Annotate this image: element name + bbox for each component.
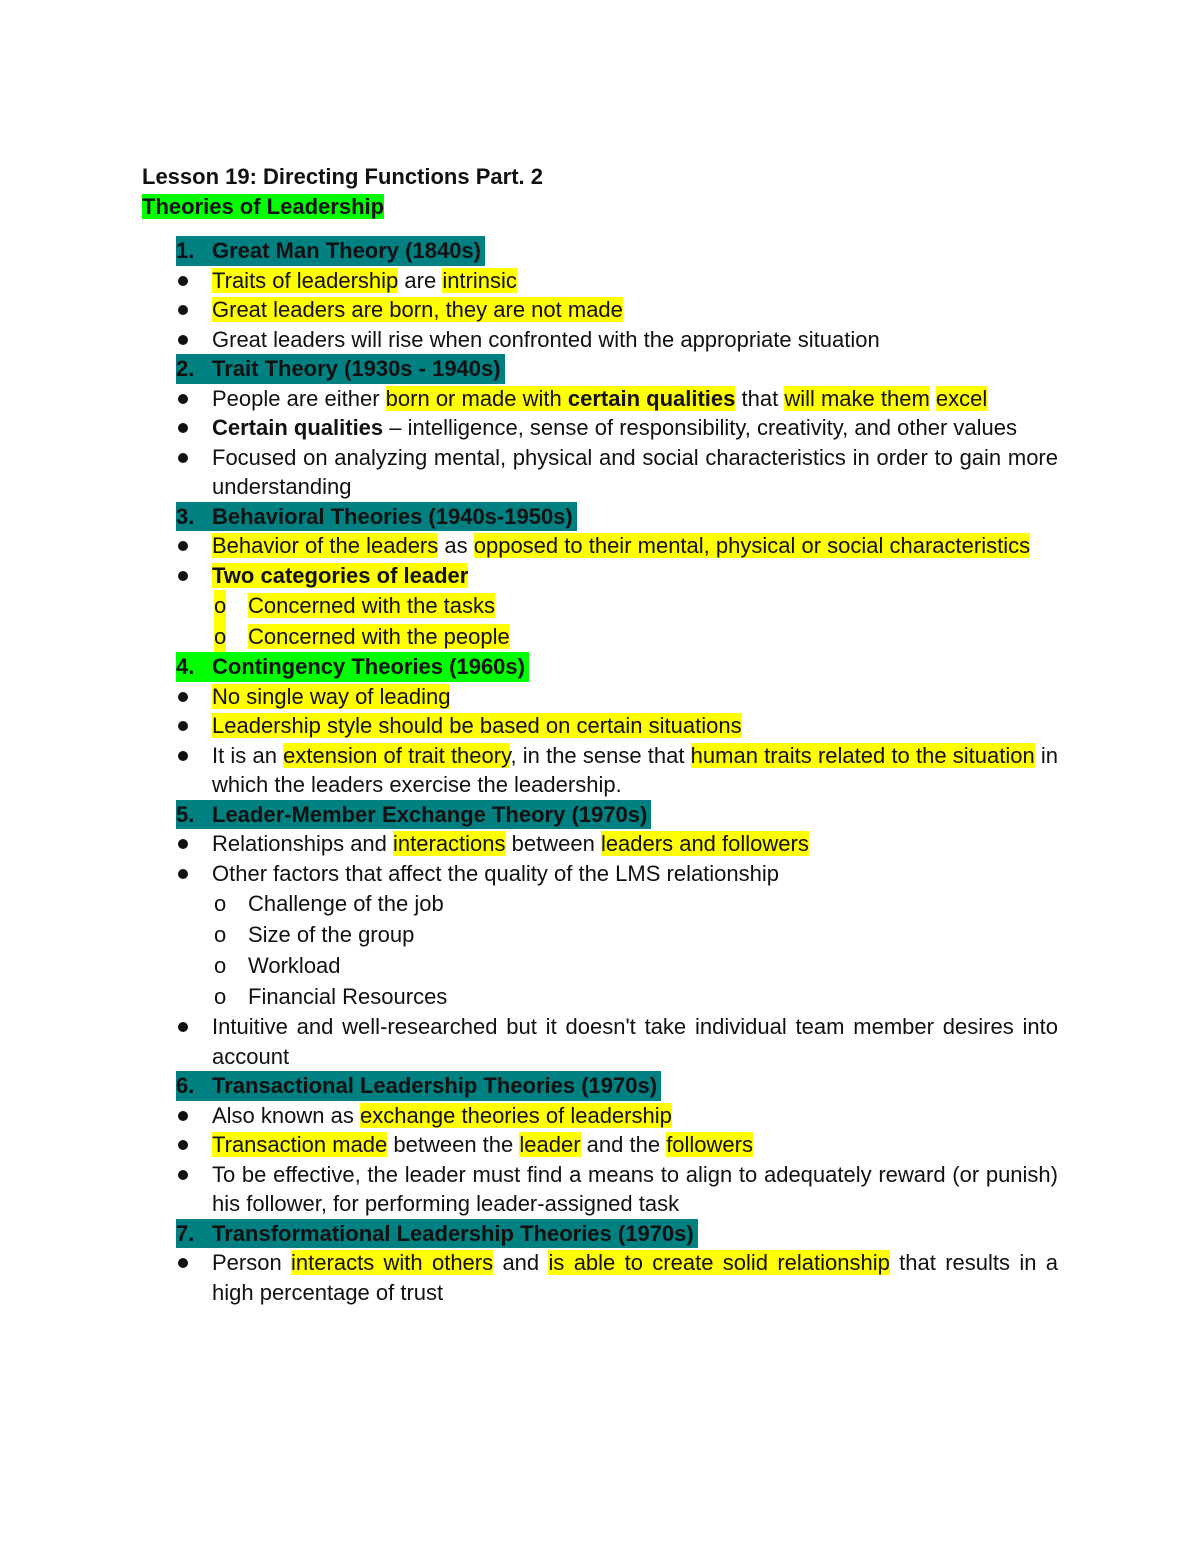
bullet-icon — [178, 751, 188, 761]
bullet-icon — [178, 423, 188, 433]
sub-item: o Concerned with the people — [142, 621, 1058, 652]
sub-bullet-icon: o — [214, 953, 227, 978]
bullet-icon — [178, 453, 188, 463]
bullet-icon — [178, 1258, 188, 1268]
bullet-icon — [178, 1111, 188, 1121]
section-label: Contingency Theories (1960s) — [212, 654, 525, 679]
bullet-icon — [178, 1022, 188, 1032]
section-heading-3 — [176, 502, 1058, 532]
sub-bullet-icon: o — [214, 891, 227, 916]
bullet-icon — [178, 869, 188, 879]
bullet-icon — [178, 1140, 188, 1150]
bullet-item: It is an extension of trait theory, in the sense that human traits related to the situation in which the leaders exercise the leadership. — [142, 741, 1058, 800]
bullet-icon — [178, 571, 188, 581]
sub-bullet-icon: o — [214, 621, 226, 652]
section-heading-6 — [176, 1071, 1058, 1101]
bullet-item: Great leaders will rise when confronted with the appropriate situation — [142, 325, 1058, 355]
bullet-icon — [178, 1170, 188, 1180]
bullet-item: Two categories of leader — [142, 561, 1058, 591]
section-number: 4. — [176, 654, 195, 679]
bullet-item: Intuitive and well-researched but it doesn't take individual team member desires into account — [142, 1012, 1058, 1071]
section-label: Transformational Leadership Theories (1970s) — [212, 1220, 694, 1246]
bullet-item: Person interacts with others and is able to create solid relationship that results in a high percentage of trust — [142, 1248, 1058, 1307]
bullet-icon — [178, 335, 188, 345]
bullet-item: Behavior of the leaders as opposed to their mental, physical or social characteristics — [142, 531, 1058, 561]
section-label: Leader-Member Exchange Theory (1970s) — [212, 801, 648, 827]
document-page — [142, 162, 1058, 1307]
bullet-item: No single way of leading — [142, 682, 1058, 712]
subtitle-text: Theories of Leadership — [142, 193, 385, 219]
sub-item: o Challenge of the job — [142, 888, 1058, 919]
bullet-item: Relationships and interactions between leaders and followers — [142, 829, 1058, 859]
section-label: Transactional Leadership Theories (1970s) — [212, 1073, 658, 1098]
sub-bullet-icon: o — [214, 922, 227, 947]
bullet-item: Focused on analyzing mental, physical and social characteristics in order to gain more understanding — [142, 443, 1058, 502]
bullet-icon — [178, 394, 188, 404]
section-heading-2 — [176, 354, 1058, 384]
sub-item: o Workload — [142, 950, 1058, 981]
section-number: 7. — [176, 1220, 195, 1246]
page-title: Lesson 19: Directing Functions Part. 2 — [142, 164, 543, 189]
bullet-icon — [178, 721, 188, 731]
section-number: 6. — [176, 1073, 195, 1098]
bullet-item: To be effective, the leader must find a means to align to adequately reward (or punish) his follower, for performing leader-assigned task — [142, 1160, 1058, 1219]
sub-item: o Size of the group — [142, 919, 1058, 950]
section-number: 2. — [176, 356, 195, 381]
section-heading-5 — [176, 800, 1058, 830]
bullet-item: Certain qualities – intelligence, sense of responsibility, creativity, and other values — [142, 413, 1058, 443]
section-number: 1. — [176, 238, 195, 263]
bullet-icon — [178, 839, 188, 849]
bullet-icon — [178, 692, 188, 702]
bullet-item: Great leaders are born, they are not made — [142, 295, 1058, 325]
bullet-item: People are either born or made with certain qualities that will make them excel — [142, 384, 1058, 414]
sub-bullet-icon: o — [214, 590, 226, 621]
bullet-icon — [178, 305, 188, 315]
sub-bullet-icon: o — [214, 984, 227, 1009]
section-heading-1 — [176, 236, 1058, 266]
section-number: 3. — [176, 503, 195, 529]
section-label: Trait Theory (1930s - 1940s) — [212, 356, 501, 381]
bullet-item: Also known as exchange theories of leadership — [142, 1101, 1058, 1131]
sub-item: o Concerned with the tasks — [142, 590, 1058, 621]
bullet-item: Traits of leadership are intrinsic — [142, 266, 1058, 296]
bullet-item: Leadership style should be based on certain situations — [142, 711, 1058, 741]
section-label: Great Man Theory (1840s) — [212, 238, 481, 263]
bullet-item: Transaction made between the leader and the followers — [142, 1130, 1058, 1160]
section-label: Behavioral Theories (1940s-1950s) — [212, 503, 573, 529]
bullet-item: Other factors that affect the quality of the LMS relationship — [142, 859, 1058, 889]
sub-item: o Financial Resources — [142, 981, 1058, 1012]
section-number: 5. — [176, 801, 195, 827]
section-heading-4 — [176, 652, 1058, 682]
bullet-icon — [178, 541, 188, 551]
section-heading-7 — [176, 1219, 1058, 1249]
page-subtitle — [142, 192, 1058, 222]
bullet-icon — [178, 276, 188, 286]
